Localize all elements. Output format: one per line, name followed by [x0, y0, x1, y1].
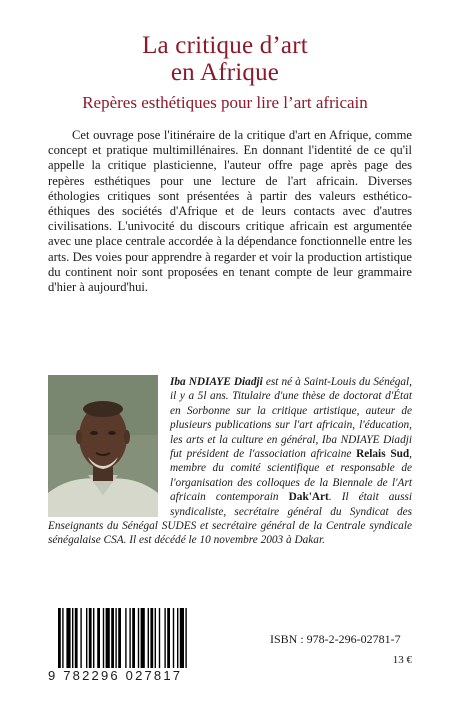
- author-name: Iba NDIAYE Diadji: [170, 376, 263, 388]
- summary-text: Cet ouvrage pose l'itinéraire de la critique d'art en Afrique, comme concept et pratique multimillénaires. En donnant l'identité de ce qu'il appelle la critique plasticienne, l'auteur offre page après page des repères esthétiques pour une lecture de l'art africain. Diverses éthologies critiques sont présentées à partir des valeurs esthético-éthiques des sociétés d'Afrique et de leurs contacts avec d'autres civilisations. L'univocité du discours critique africain est argumentée avec une place centrale accordée à la dépendance fonctionnelle entre les arts. Des voies pour apprendre à regarder et voir la production artistique du continent noir sont proposées en tenant compte de leur grammaire d'hier à aujourd'hui.: [48, 128, 412, 295]
- bio-part-4: . Il était aussi syndicaliste, secrétaire général du Syndicat des Enseignants du Sénégal SUDES et secrétaire général de la Centrale syndicale sénégalaise CSA. Il est décédé le 10 novembre 2003 à Dakar.: [48, 491, 413, 547]
- price: 13 €: [392, 654, 412, 666]
- photo-spacer: [48, 375, 170, 517]
- author-bio: [48, 375, 412, 548]
- bio-part-3: , membre du comité scientifique et responsable de l'organisation des colloques de la Biennale de l'Art africain contemporain: [170, 448, 412, 504]
- barcode-number: 9 782296 027817: [48, 668, 192, 684]
- book-summary: [48, 128, 412, 295]
- book-subtitle: Repères esthétiques pour lire l’art africain: [82, 93, 368, 112]
- bio-part-2: fut président de l'association africaine: [170, 448, 357, 461]
- isbn: ISBN : 978-2-296-02781-7: [270, 632, 401, 646]
- bio-part-1: est né à Saint-Louis du Sénégal, il y a 5l ans. Titulaire d'une thèse de doctorat d'État en Sorbonne sur la critique artistique, auteur de plusieurs publications sur l'art africain, l'éducation, les arts et la culture en général,: [170, 376, 412, 446]
- org-dakart: Dak'Art: [288, 491, 329, 504]
- org-relais-sud: Relais Sud: [356, 448, 410, 461]
- book-title-line-1: La critique d’art: [142, 32, 308, 59]
- book-title-line-2: en Afrique: [170, 59, 280, 86]
- author-name-repeat: Iba NDIAYE Diadji: [321, 433, 412, 446]
